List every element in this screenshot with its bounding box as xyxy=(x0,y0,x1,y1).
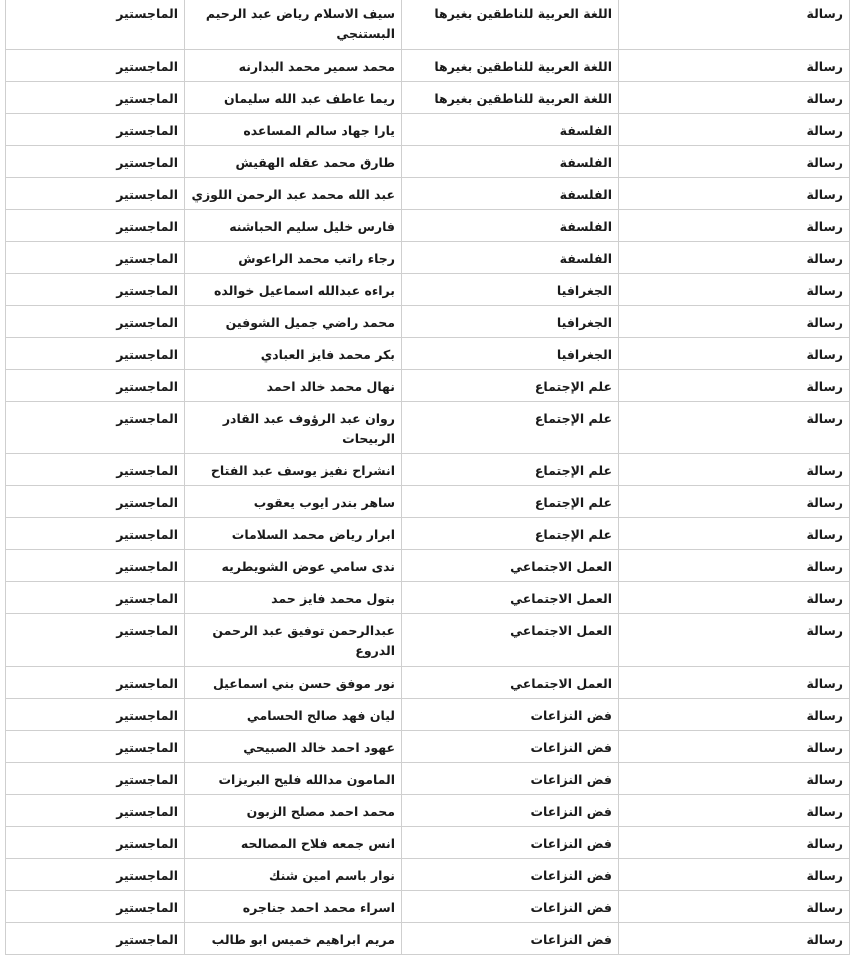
name-cell: سيف الاسلام رياض عبد الرحيم البستنجي xyxy=(185,0,402,50)
table-row xyxy=(6,486,850,518)
name-cell: طارق محمد عقله الهقيش xyxy=(185,146,402,178)
degree-cell: الماجستير xyxy=(6,859,185,891)
field-cell: العمل الاجتماعي xyxy=(402,667,619,699)
type-cell: رسالة xyxy=(619,210,850,242)
document-sheet xyxy=(5,0,850,955)
field-cell: الجغرافيا xyxy=(402,306,619,338)
field-cell: الفلسفة xyxy=(402,114,619,146)
name-cell: ساهر بندر ايوب يعقوب xyxy=(185,486,402,518)
type-cell: رسالة xyxy=(619,795,850,827)
table-row xyxy=(6,146,850,178)
type-cell: رسالة xyxy=(619,763,850,795)
type-cell: رسالة xyxy=(619,891,850,923)
field-cell: فض النزاعات xyxy=(402,699,619,731)
type-cell: رسالة xyxy=(619,486,850,518)
degree-cell: الماجستير xyxy=(6,923,185,955)
type-cell: رسالة xyxy=(619,178,850,210)
name-cell: بكر محمد فايز العبادي xyxy=(185,338,402,370)
table-row xyxy=(6,338,850,370)
degree-cell: الماجستير xyxy=(6,550,185,582)
table-row xyxy=(6,667,850,699)
name-cell: رجاء راتب محمد الراعوش xyxy=(185,242,402,274)
name-cell: المامون مدالله فليح البريزات xyxy=(185,763,402,795)
type-cell: رسالة xyxy=(619,614,850,667)
table-row xyxy=(6,114,850,146)
type-cell: رسالة xyxy=(619,923,850,955)
name-cell: براءه عبدالله اسماعيل خوالده xyxy=(185,274,402,306)
name-cell: محمد سمير محمد البدارنه xyxy=(185,50,402,82)
degree-cell: الماجستير xyxy=(6,402,185,454)
table-row xyxy=(6,859,850,891)
name-cell: ريما عاطف عبد الله سليمان xyxy=(185,82,402,114)
table-row xyxy=(6,614,850,667)
field-cell: علم الإجتماع xyxy=(402,402,619,454)
field-cell: العمل الاجتماعي xyxy=(402,550,619,582)
degree-cell: الماجستير xyxy=(6,582,185,614)
field-cell: الفلسفة xyxy=(402,178,619,210)
table-row xyxy=(6,210,850,242)
field-cell: العمل الاجتماعي xyxy=(402,614,619,667)
degree-cell: الماجستير xyxy=(6,763,185,795)
table-row xyxy=(6,891,850,923)
field-cell: العمل الاجتماعي xyxy=(402,582,619,614)
name-cell: نهال محمد خالد احمد xyxy=(185,370,402,402)
degree-cell: الماجستير xyxy=(6,486,185,518)
field-cell: الجغرافيا xyxy=(402,274,619,306)
type-cell: رسالة xyxy=(619,338,850,370)
field-cell: الفلسفة xyxy=(402,146,619,178)
name-cell: يارا جهاد سالم المساعده xyxy=(185,114,402,146)
theses-table xyxy=(5,0,850,955)
degree-cell: الماجستير xyxy=(6,274,185,306)
degree-cell: الماجستير xyxy=(6,518,185,550)
field-cell: فض النزاعات xyxy=(402,859,619,891)
degree-cell: الماجستير xyxy=(6,454,185,486)
field-cell: فض النزاعات xyxy=(402,891,619,923)
field-cell: علم الإجتماع xyxy=(402,518,619,550)
degree-cell: الماجستير xyxy=(6,891,185,923)
name-cell: بتول محمد فايز حمد xyxy=(185,582,402,614)
table-row xyxy=(6,550,850,582)
field-cell: علم الإجتماع xyxy=(402,370,619,402)
table-row xyxy=(6,82,850,114)
type-cell: رسالة xyxy=(619,402,850,454)
type-cell: رسالة xyxy=(619,731,850,763)
type-cell: رسالة xyxy=(619,82,850,114)
name-cell: عهود احمد خالد الصبيحي xyxy=(185,731,402,763)
type-cell: رسالة xyxy=(619,306,850,338)
degree-cell: الماجستير xyxy=(6,370,185,402)
degree-cell: الماجستير xyxy=(6,827,185,859)
table-row xyxy=(6,50,850,82)
field-cell: الجغرافيا xyxy=(402,338,619,370)
degree-cell: الماجستير xyxy=(6,114,185,146)
name-cell: عبدالرحمن توفيق عبد الرحمن الدروع xyxy=(185,614,402,667)
table-row xyxy=(6,582,850,614)
table-row xyxy=(6,518,850,550)
field-cell: علم الإجتماع xyxy=(402,486,619,518)
degree-cell: الماجستير xyxy=(6,50,185,82)
field-cell: فض النزاعات xyxy=(402,731,619,763)
type-cell: رسالة xyxy=(619,667,850,699)
name-cell: محمد احمد مصلح الزبون xyxy=(185,795,402,827)
degree-cell: الماجستير xyxy=(6,146,185,178)
name-cell: ابرار رياض محمد السلامات xyxy=(185,518,402,550)
theses-table-body xyxy=(6,0,850,955)
name-cell: مريم ابراهيم خميس ابو طالب xyxy=(185,923,402,955)
table-row xyxy=(6,827,850,859)
table-row xyxy=(6,699,850,731)
degree-cell: الماجستير xyxy=(6,306,185,338)
type-cell: رسالة xyxy=(619,0,850,50)
name-cell: اسراء محمد احمد جناجره xyxy=(185,891,402,923)
field-cell: الفلسفة xyxy=(402,210,619,242)
table-row xyxy=(6,731,850,763)
table-row xyxy=(6,923,850,955)
degree-cell: الماجستير xyxy=(6,242,185,274)
name-cell: فارس خليل سليم الحباشنه xyxy=(185,210,402,242)
name-cell: محمد راضي جميل الشوفين xyxy=(185,306,402,338)
name-cell: ندى سامي عوض الشويطريه xyxy=(185,550,402,582)
type-cell: رسالة xyxy=(619,454,850,486)
name-cell: روان عبد الرؤوف عبد القادر الربيحات xyxy=(185,402,402,454)
type-cell: رسالة xyxy=(619,370,850,402)
table-row xyxy=(6,306,850,338)
table-row xyxy=(6,274,850,306)
name-cell: انشراح نفيز يوسف عبد الفتاح xyxy=(185,454,402,486)
type-cell: رسالة xyxy=(619,699,850,731)
type-cell: رسالة xyxy=(619,550,850,582)
type-cell: رسالة xyxy=(619,274,850,306)
table-row xyxy=(6,402,850,454)
table-row xyxy=(6,795,850,827)
type-cell: رسالة xyxy=(619,242,850,274)
type-cell: رسالة xyxy=(619,518,850,550)
table-row xyxy=(6,454,850,486)
field-cell: اللغة العربية للناطقين بغيرها xyxy=(402,0,619,50)
field-cell: فض النزاعات xyxy=(402,827,619,859)
type-cell: رسالة xyxy=(619,827,850,859)
table-row xyxy=(6,763,850,795)
field-cell: اللغة العربية للناطقين بغيرها xyxy=(402,50,619,82)
degree-cell: الماجستير xyxy=(6,795,185,827)
name-cell: انس جمعه فلاح المصالحه xyxy=(185,827,402,859)
degree-cell: الماجستير xyxy=(6,82,185,114)
field-cell: فض النزاعات xyxy=(402,923,619,955)
table-row xyxy=(6,178,850,210)
degree-cell: الماجستير xyxy=(6,699,185,731)
field-cell: فض النزاعات xyxy=(402,763,619,795)
field-cell: الفلسفة xyxy=(402,242,619,274)
type-cell: رسالة xyxy=(619,859,850,891)
degree-cell: الماجستير xyxy=(6,614,185,667)
field-cell: اللغة العربية للناطقين بغيرها xyxy=(402,82,619,114)
degree-cell: الماجستير xyxy=(6,178,185,210)
type-cell: رسالة xyxy=(619,114,850,146)
degree-cell: الماجستير xyxy=(6,210,185,242)
type-cell: رسالة xyxy=(619,50,850,82)
degree-cell: الماجستير xyxy=(6,0,185,50)
degree-cell: الماجستير xyxy=(6,338,185,370)
name-cell: نور موفق حسن بني اسماعيل xyxy=(185,667,402,699)
type-cell: رسالة xyxy=(619,146,850,178)
field-cell: علم الإجتماع xyxy=(402,454,619,486)
degree-cell: الماجستير xyxy=(6,667,185,699)
name-cell: نوار باسم امين شنك xyxy=(185,859,402,891)
name-cell: ليان فهد صالح الحسامي xyxy=(185,699,402,731)
name-cell: عبد الله محمد عبد الرحمن اللوزي xyxy=(185,178,402,210)
table-row xyxy=(6,242,850,274)
type-cell: رسالة xyxy=(619,582,850,614)
degree-cell: الماجستير xyxy=(6,731,185,763)
table-row xyxy=(6,370,850,402)
table-row xyxy=(6,0,850,50)
field-cell: فض النزاعات xyxy=(402,795,619,827)
